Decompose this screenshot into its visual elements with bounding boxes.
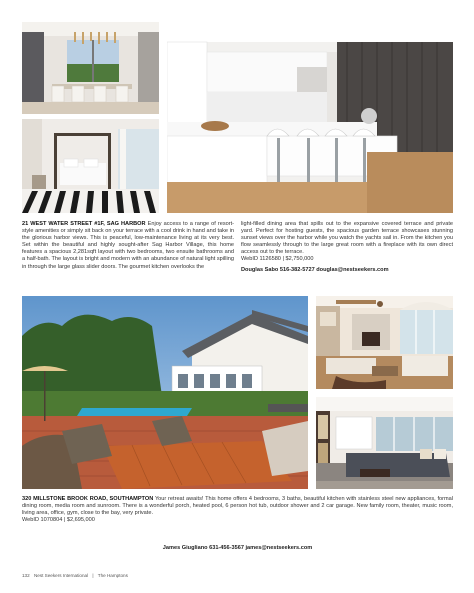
listing2-webid-price: WebID 1070804 | $2,695,000 bbox=[22, 517, 95, 524]
page-number: 132 bbox=[22, 573, 30, 578]
living-room-photo bbox=[316, 296, 453, 389]
listing1-description-col2 bbox=[241, 221, 453, 274]
footer-divider: | bbox=[92, 573, 94, 578]
listing2-agent-contact: James Giugliano 631-456-3567 james@nestseekers.com bbox=[162, 545, 313, 551]
dining-room-photo bbox=[22, 22, 159, 114]
listing2-description-text: Your retreat awaits! This home offers 4 bedrooms, 3 baths, beautiful kitchen with stainless steel new appliances, formal dining room, media room and sunroom. There is a wonderful porch, heated pool, 6 person hot tub, outdoor shower and 2 car garage. New family room, theater, music room, living area, office, gym, close to the bay, very private. bbox=[22, 496, 453, 517]
listing1-webid-price: WebID 1126580 | $2,750,000 bbox=[241, 256, 314, 263]
listing1-description-text: Enjoy access to a range of resort-style amenities or simply sit back on your terrace with a cool drink in hand and take in the glorious harbor views. This is peaceful, low-maintenance living at its very best. Set within the beautiful and highly sought-after Sag Harbor Village, this home features a spacious 2,281sqft layout with two bedrooms, two ensuite bathrooms and a half-bath. The layout is bright and modern with an abundance of natural light spilling in through the large glass slider doors. The gourmet kitchen overlooks the bbox=[22, 221, 235, 270]
listing1-agent-contact: Douglas Sabo 516-382-5727 douglas@nestseekers.com bbox=[241, 266, 389, 273]
listing1-description-col1 bbox=[22, 221, 234, 271]
section-name: The Hamptons bbox=[97, 573, 128, 578]
listing2-address: 320 MILLSTONE BROOK ROAD, SOUTHAMPTON bbox=[22, 496, 154, 502]
listing2-description bbox=[22, 496, 453, 524]
kitchen-photo bbox=[167, 22, 453, 213]
publication-name: Nest Seekers International bbox=[33, 573, 89, 578]
family-room-photo bbox=[316, 397, 453, 489]
pool-patio-photo bbox=[22, 296, 308, 489]
page-footer bbox=[22, 573, 128, 578]
listing1-description-text-2: light-filled dining area that spills out to the expansive covered terrace and private yard. Perfect for hosting guests, the spacious garden terrace showcases stunning sunset views over the harbor while you watch the yachts sail in. From the kitchen you flow seamlessly through to the large great room with a fireplace with its own direct access out to the terrace. bbox=[241, 221, 453, 256]
listing1-address: 21 WEST WATER STREET #1F, SAG HARBOR bbox=[22, 221, 146, 227]
bedroom-photo bbox=[22, 119, 159, 213]
